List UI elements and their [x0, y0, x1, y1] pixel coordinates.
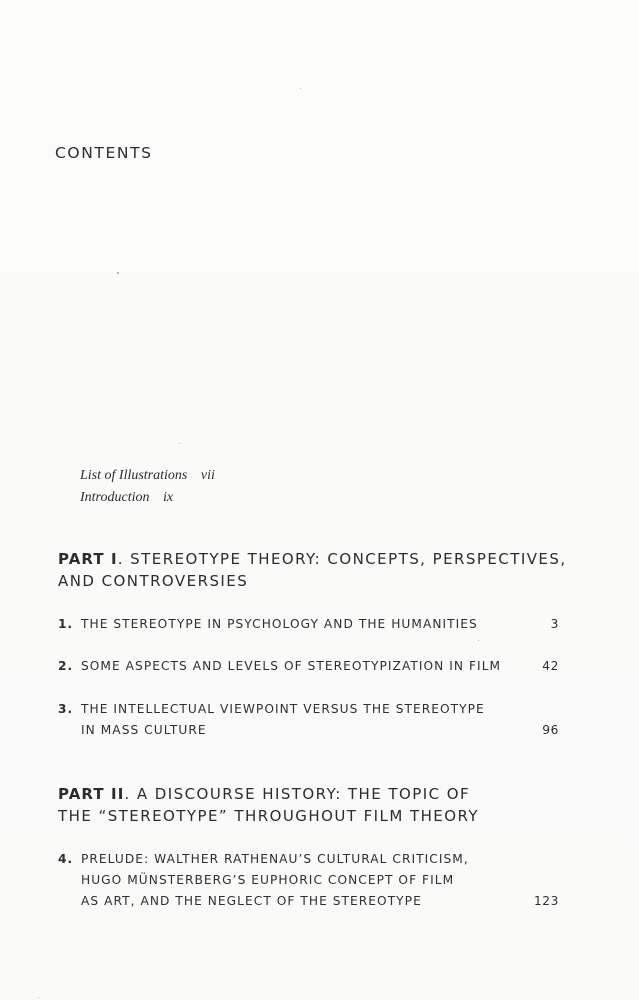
chapter-number: 2.: [58, 659, 74, 673]
chapter-title: [81, 699, 536, 741]
chapter-title-line: HUGO MÜNSTERBERG’S EUPHORIC CONCEPT OF FILM: [81, 873, 455, 887]
frontmatter-label: List of Illustrations: [80, 468, 188, 483]
chapter-page-number: 96: [542, 723, 559, 737]
chapter-entry: [58, 699, 559, 741]
paper-speck: [179, 443, 180, 444]
chapter-title-line: THE INTELLECTUAL VIEWPOINT VERSUS THE STEREOTYPE: [81, 702, 485, 716]
chapter-entry: [58, 656, 559, 677]
part-one-heading: [58, 548, 583, 592]
part-label: PART II: [58, 785, 125, 803]
chapter-title-line: AS ART, AND THE NEGLECT OF THE STEREOTYPE: [81, 894, 422, 908]
chapter-title: [81, 849, 536, 912]
frontmatter-entry-illustrations: [80, 465, 215, 487]
paper-speck: [38, 997, 39, 998]
chapter-page-number: 3: [550, 617, 559, 631]
chapter-entry: [58, 849, 559, 912]
chapter-page-number: 123: [533, 894, 559, 908]
chapter-number: 4.: [58, 852, 74, 866]
chapter-title-line: PRELUDE: WALTHER RATHENAU’S CULTURAL CRITICISM,: [81, 852, 469, 866]
part-title-line: THE “STEREOTYPE” THROUGHOUT FILM THEORY: [58, 807, 480, 825]
paper-speck: [300, 88, 301, 89]
part-title-line: AND CONTROVERSIES: [58, 572, 249, 590]
part-label: PART I: [58, 550, 118, 568]
part-title-line: [58, 548, 583, 570]
chapter-page-number: 42: [542, 659, 559, 673]
contents-heading: CONTENTS: [55, 144, 153, 162]
part-two-heading: [58, 783, 583, 827]
frontmatter-page: ix: [162, 490, 174, 505]
part-title-text: . A DISCOURSE HISTORY: THE TOPIC OF: [124, 785, 471, 803]
chapter-number: 3.: [58, 702, 74, 716]
frontmatter-page: vii: [200, 468, 215, 483]
chapter-title: [81, 656, 536, 677]
paper-speck: [117, 272, 119, 274]
chapter-entry: [58, 614, 559, 635]
chapter-title-line: IN MASS CULTURE: [81, 723, 207, 737]
chapter-title-line: SOME ASPECTS AND LEVELS OF STEREOTYPIZATION IN FILM: [81, 659, 502, 673]
part-title-text: . STEREOTYPE THEORY: CONCEPTS, PERSPECTIVES,: [117, 550, 567, 568]
part-title-line: [58, 783, 583, 805]
paper-speck: [478, 640, 479, 641]
frontmatter-entry-introduction: [80, 487, 215, 509]
frontmatter-list: [80, 465, 215, 509]
chapter-number: 1.: [58, 617, 74, 631]
chapter-title: [81, 614, 536, 635]
frontmatter-label: Introduction: [80, 490, 150, 505]
chapter-title-line: THE STEREOTYPE IN PSYCHOLOGY AND THE HUMANITIES: [81, 617, 478, 631]
